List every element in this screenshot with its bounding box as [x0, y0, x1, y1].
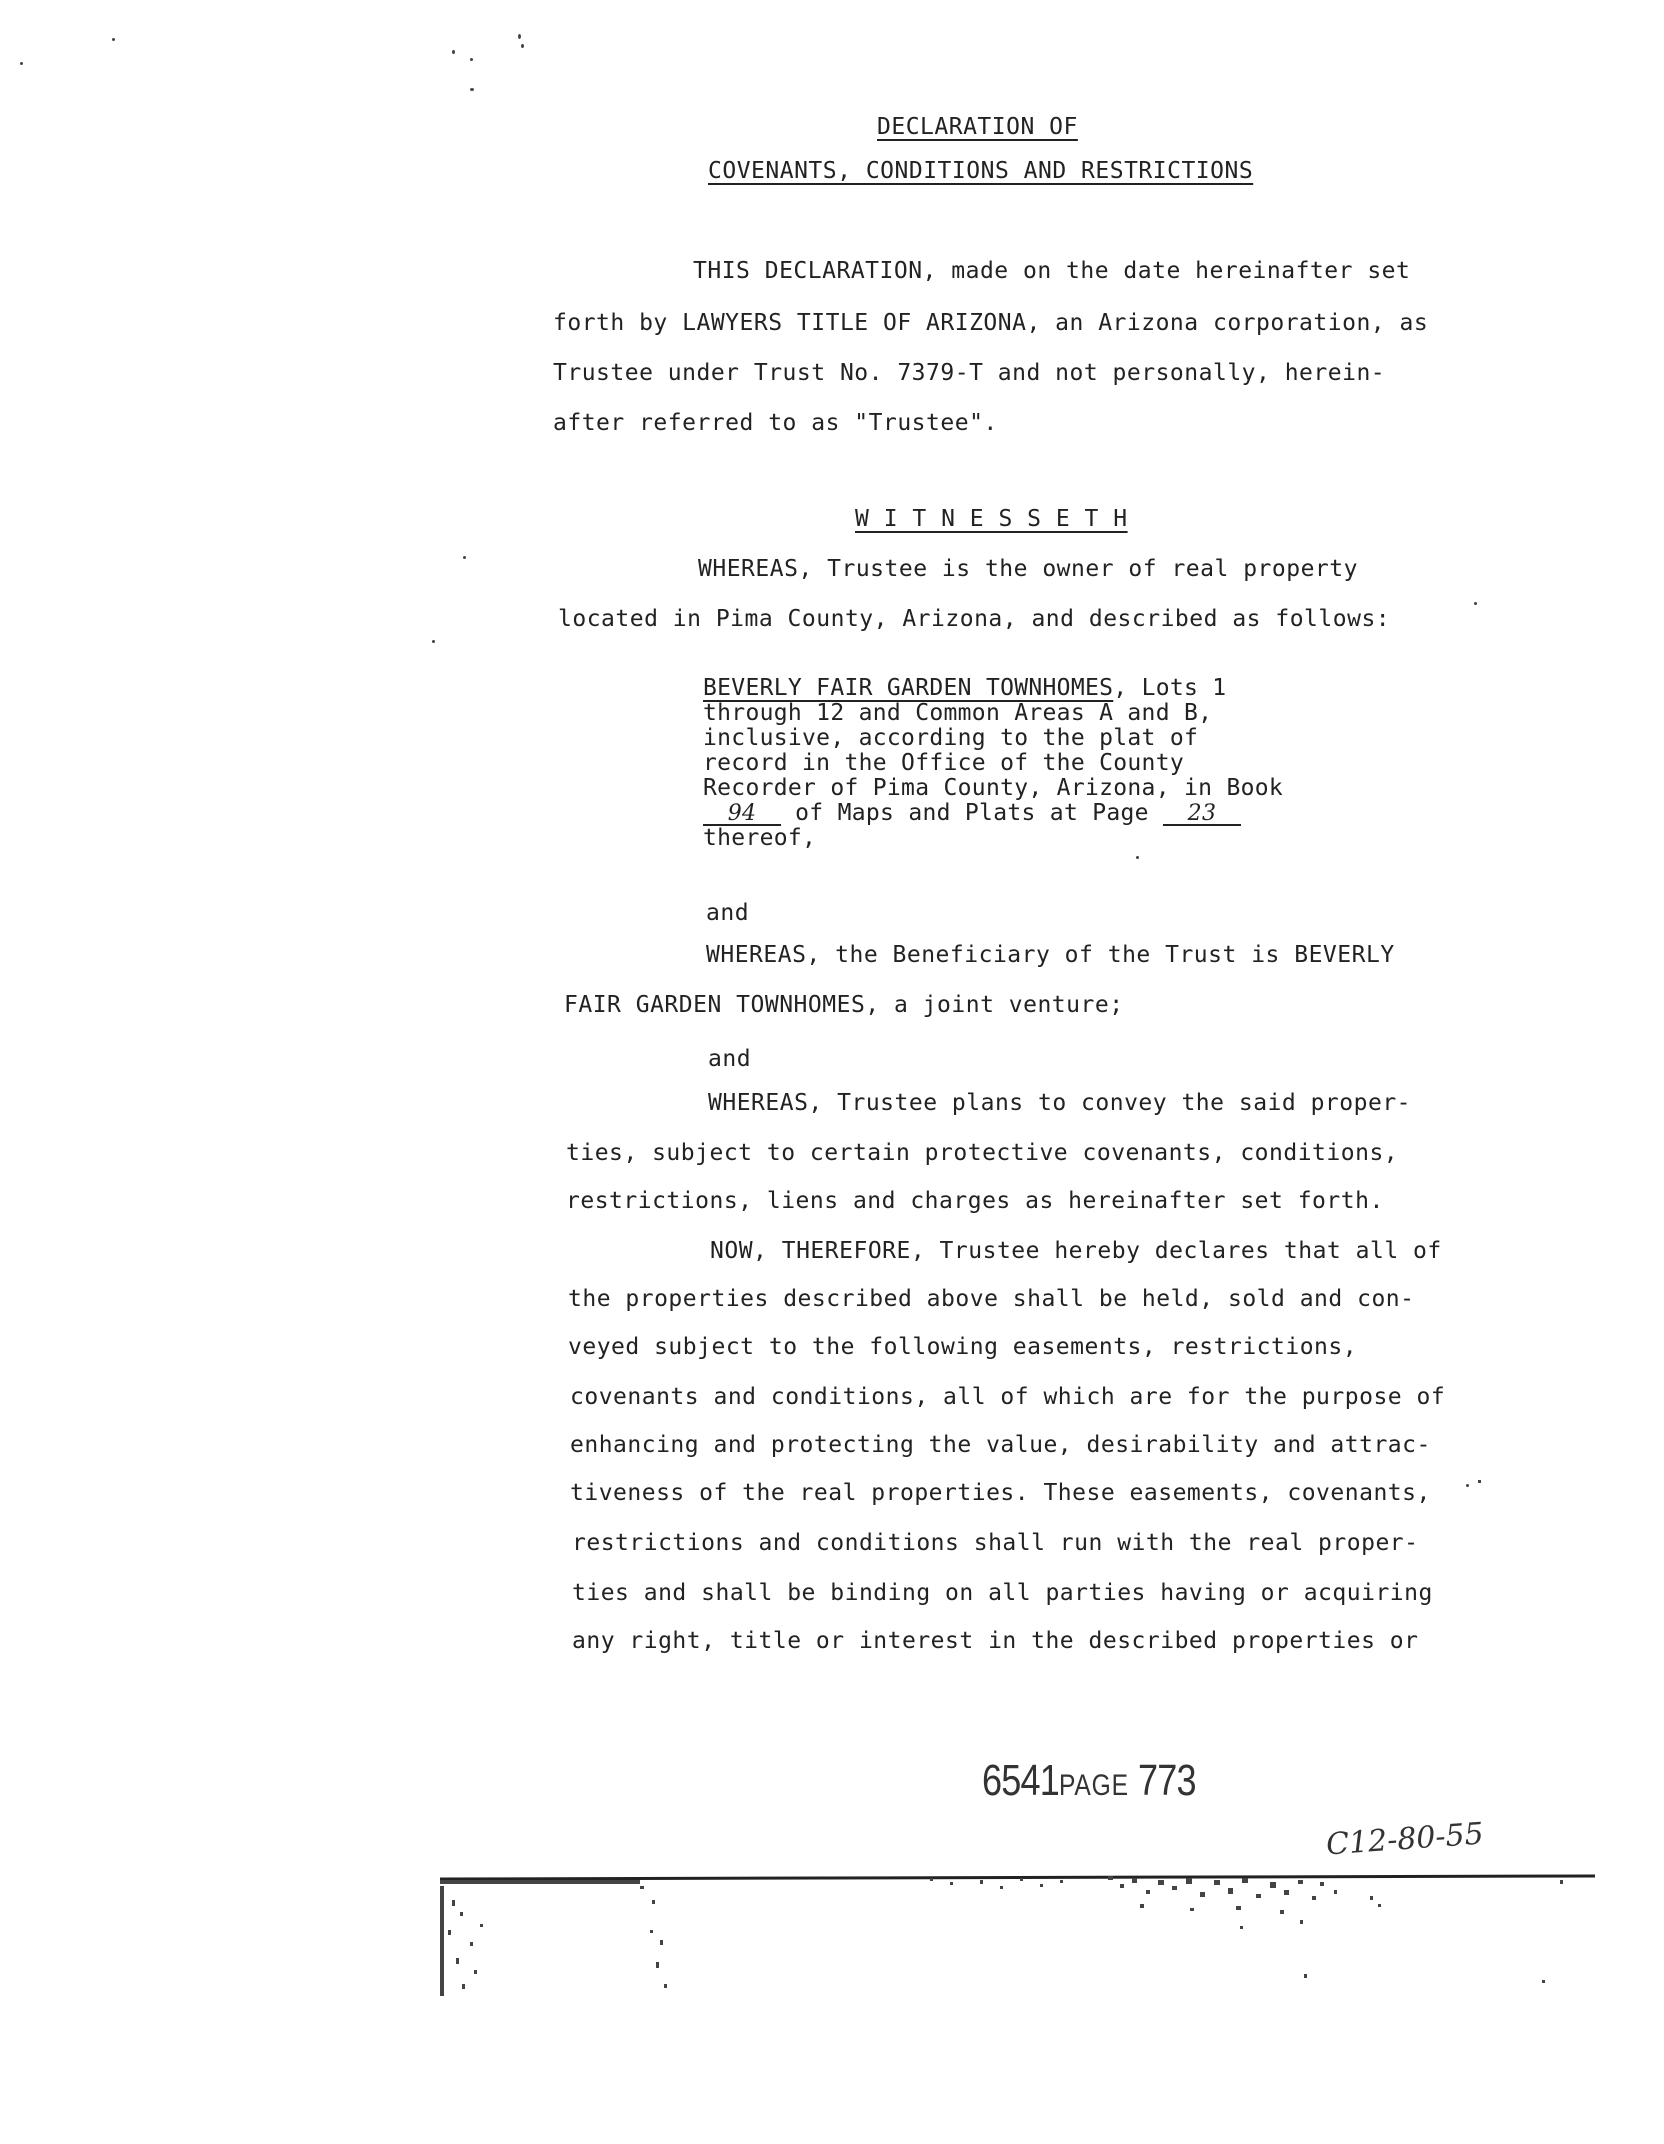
now-therefore-line: the properties described above shall be held, sold and con- — [568, 1286, 1415, 1312]
intro-line: after referred to as "Trustee". — [553, 410, 998, 436]
whereas-line: WHEREAS, Trustee plans to convey the said proper- — [708, 1090, 1412, 1116]
whereas-line: WHEREAS, Trustee is the owner of real property — [698, 556, 1358, 582]
whereas-line: FAIR GARDEN TOWNHOMES, a joint venture; — [564, 992, 1124, 1018]
property-description: BEVERLY FAIR GARDEN TOWNHOMES, Lots 1 through 12 and Common Areas A and B, inclusive, according to the plat of record in the Office of the County Recorder of Pima County, Arizona, in Book 94 of Maps and Plats at Page 23 thereof, — [703, 675, 1284, 851]
now-therefore-line: enhancing and protecting the value, desirability and attrac- — [570, 1432, 1431, 1458]
stamp-book: 6541 — [982, 1756, 1059, 1805]
now-therefore-line: covenants and conditions, all of which are for the purpose of — [570, 1384, 1446, 1410]
whereas-line: WHEREAS, the Beneficiary of the Trust is BEVERLY — [706, 942, 1395, 968]
intro-line: Trustee under Trust No. 7379-T and not personally, herein- — [553, 360, 1386, 386]
whereas-line: restrictions, liens and charges as hereinafter set forth. — [566, 1188, 1384, 1214]
stamp-page-label: PAGE — [1058, 1769, 1129, 1802]
now-therefore-line: veyed subject to the following easements, restrictions, — [568, 1334, 1358, 1360]
and-connector: and — [708, 1046, 752, 1072]
property-name: BEVERLY FAIR GARDEN TOWNHOMES — [703, 675, 1114, 701]
now-therefore-line: NOW, THEREFORE, Trustee hereby declares that all of — [710, 1238, 1442, 1264]
intro-line: THIS DECLARATION, made on the date hereinafter set — [693, 258, 1411, 284]
book-number: 94 — [703, 804, 781, 826]
document-title-line2: COVENANTS, CONDITIONS AND RESTRICTIONS — [708, 158, 1254, 184]
now-therefore-line: tiveness of the real properties. These easements, covenants, — [570, 1480, 1431, 1506]
whereas-line: located in Pima County, Arizona, and described as follows: — [558, 606, 1391, 632]
document-title-line1: DECLARATION OF — [877, 114, 1078, 140]
stamp-page: 773 — [1138, 1756, 1196, 1805]
now-therefore-line: restrictions and conditions shall run with the real proper- — [572, 1530, 1419, 1556]
page-number: 23 — [1163, 804, 1241, 826]
witnesseth-heading: W I T N E S S E T H — [855, 506, 1128, 532]
now-therefore-line: ties and shall be binding on all parties having or acquiring — [572, 1580, 1433, 1606]
and-connector: and — [706, 900, 750, 926]
intro-line: forth by LAWYERS TITLE OF ARIZONA, an Arizona corporation, as — [553, 310, 1429, 336]
handwritten-docket-number: C12-80-55 — [1324, 1816, 1485, 1863]
whereas-line: ties, subject to certain protective covenants, conditions, — [566, 1140, 1399, 1166]
now-therefore-line: any right, title or interest in the described properties or — [572, 1628, 1419, 1654]
